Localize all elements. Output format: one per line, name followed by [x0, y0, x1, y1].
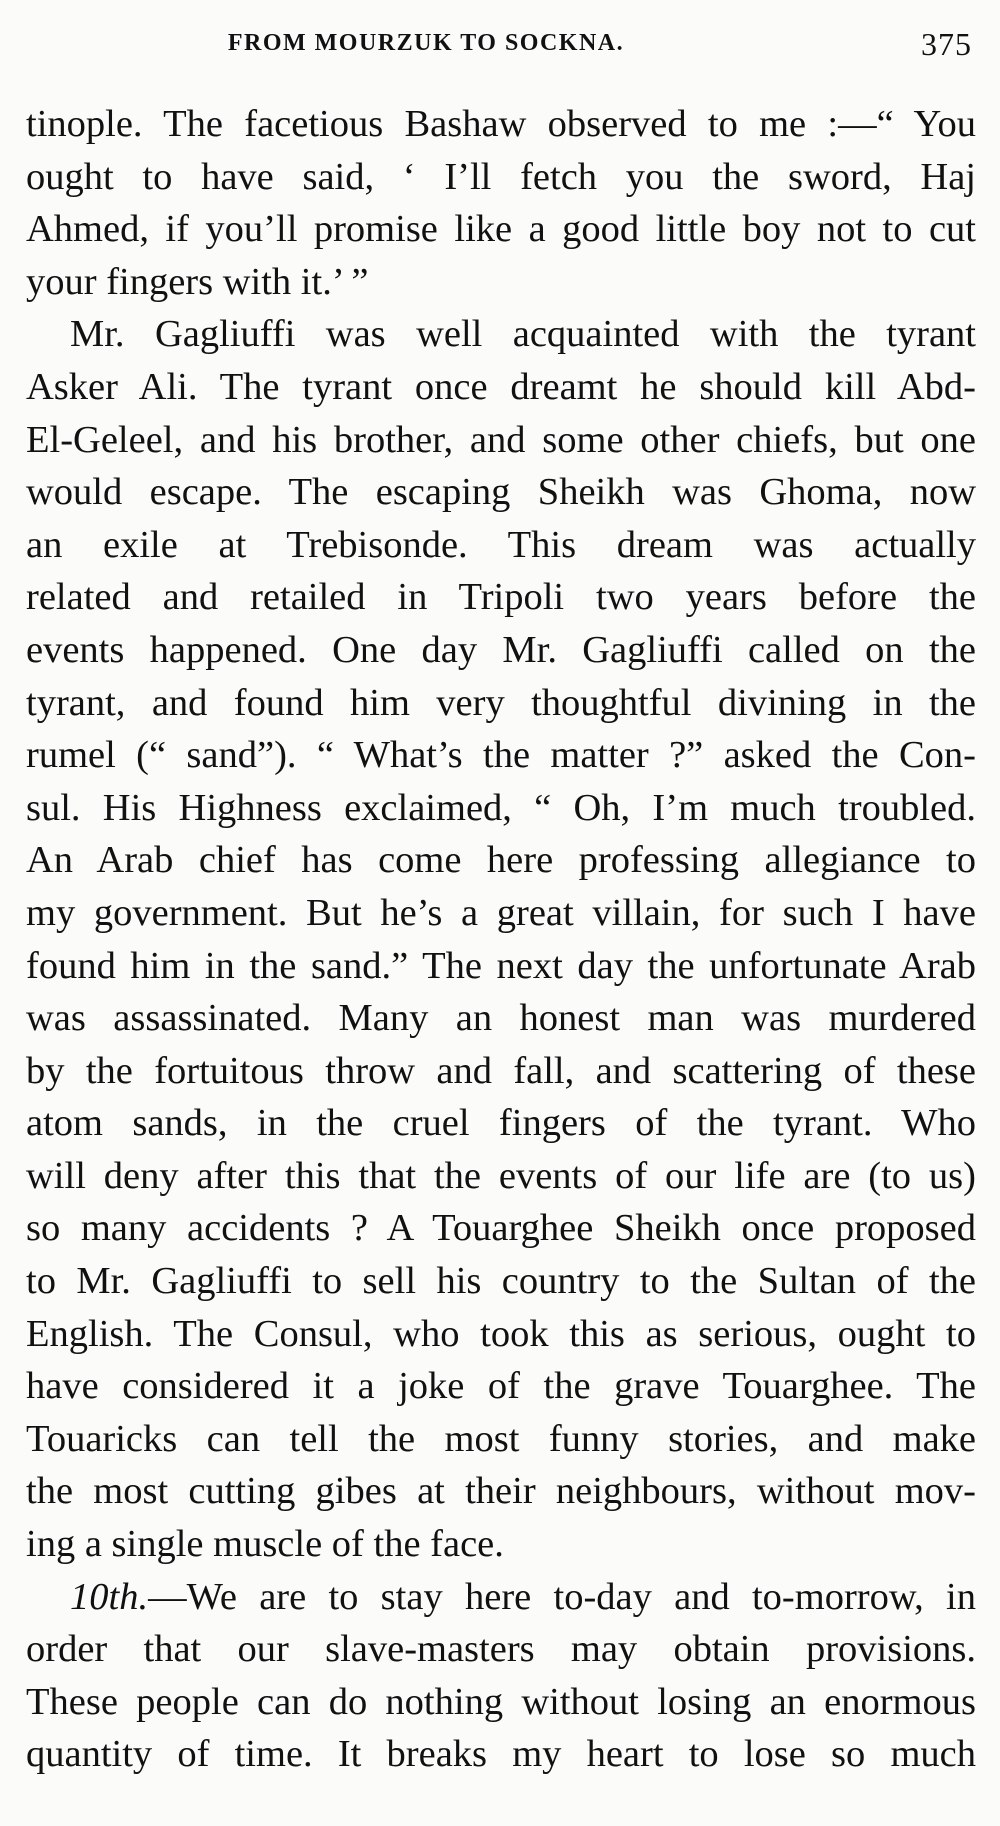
- text-line: will deny after this that the events of our life are (to us): [26, 1154, 976, 1197]
- running-title: FROM MOURZUK TO SOCKNA.: [227, 30, 625, 56]
- text-line: ing a single muscle of the face.: [26, 1523, 504, 1566]
- text-line: an exile at Trebisonde. This dream was actually: [26, 523, 976, 566]
- text-line: your fingers with it.’ ”: [26, 260, 369, 303]
- body-text: [26, 98, 976, 1781]
- text-line: tyrant, and found him very thoughtful divining in the: [26, 681, 976, 724]
- text-line: my government. But he’s a great villain, for such I have: [26, 891, 976, 934]
- text-line: rumel (“ sand”). “ What’s the matter ?” asked the Con-: [26, 734, 976, 777]
- date-mark: 10th.: [70, 1575, 149, 1618]
- text-line: events happened. One day Mr. Gagliuffi called on the: [26, 628, 976, 671]
- text-line: order that our slave-masters may obtain provisions.: [26, 1628, 976, 1671]
- text-line: Mr. Gagliuffi was well acquainted with the tyrant: [70, 313, 976, 356]
- text-line: found him in the sand.” The next day the unfortunate Arab: [26, 944, 976, 987]
- text-line: related and retailed in Tripoli two years before the: [26, 576, 976, 619]
- text-line: Touaricks can tell the most funny stories, and make: [26, 1417, 976, 1460]
- text-line: El-Geleel, and his brother, and some other chiefs, but one: [26, 418, 976, 461]
- text-line: so many accidents ? A Touarghee Sheikh once proposed: [26, 1207, 976, 1250]
- text-line: quantity of time. It breaks my heart to lose so much: [26, 1733, 976, 1776]
- text-line: Asker Ali. The tyrant once dreamt he should kill Abd-: [26, 365, 976, 408]
- text-line-rest: —We are to stay here to-day and to-morrow, in: [148, 1575, 976, 1618]
- text-line: An Arab chief has come here professing allegiance to: [26, 839, 976, 882]
- text-line: would escape. The escaping Sheikh was Ghoma, now: [26, 471, 976, 514]
- text-line: [26, 1571, 976, 1624]
- text-line: atom sands, in the cruel fingers of the tyrant. Who: [26, 1102, 976, 1145]
- text-line: tinople. The facetious Bashaw observed to me :—“ You: [26, 103, 976, 145]
- text-line: the most cutting gibes at their neighbours, without mov-: [26, 1470, 976, 1513]
- text-line: to Mr. Gagliuffi to sell his country to the Sultan of the: [26, 1260, 976, 1303]
- text-line: ought to have said, ‘ I’ll fetch you the sword, Haj: [26, 155, 976, 198]
- text-line: English. The Consul, who took this as serious, ought to: [26, 1312, 976, 1355]
- text-line: was assassinated. Many an honest man was murdered: [26, 997, 976, 1040]
- text-line: Ahmed, if you’ll promise like a good little boy not to cut: [26, 208, 976, 251]
- running-header: [0, 26, 1000, 70]
- page-number: 375: [921, 26, 972, 62]
- text-line: by the fortuitous throw and fall, and scattering of these: [26, 1049, 976, 1092]
- text-line: have considered it a joke of the grave Touarghee. The: [26, 1365, 976, 1408]
- text-line: sul. His Highness exclaimed, “ Oh, I’m much troubled.: [26, 786, 976, 829]
- text-line: These people can do nothing without losing an enormous: [26, 1680, 976, 1723]
